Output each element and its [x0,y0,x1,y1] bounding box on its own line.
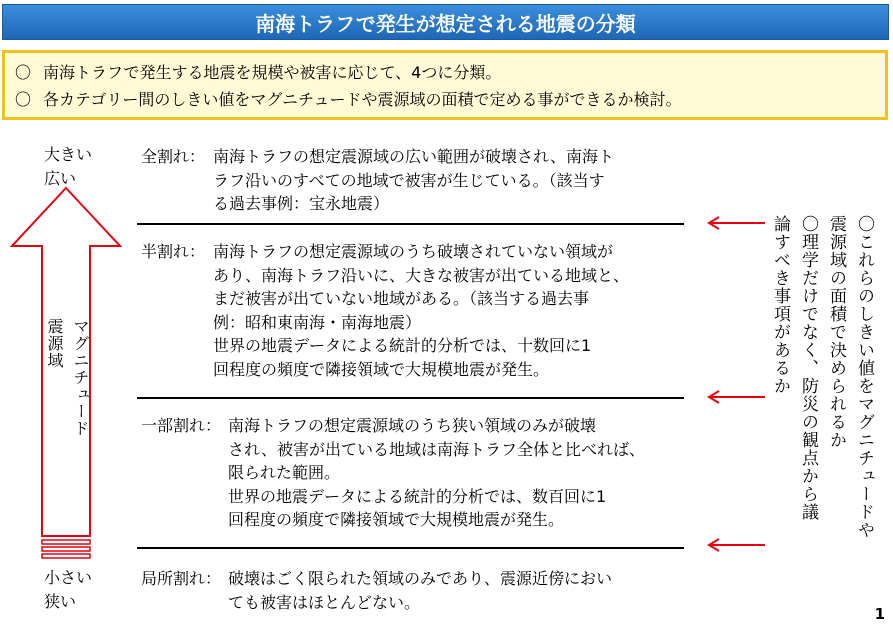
scale-top-line-2: 広い [44,169,77,188]
category-line: まだ被害が出ていない地域がある。（該当する過去事 [213,289,590,308]
bullet-circle-icon: 〇 [15,63,32,82]
scale-up-arrow-icon [10,186,122,561]
discussion-note [758,215,878,610]
category-line: 世界の地震データによる統計的分析では、十数回に1 [213,336,592,355]
category-line: 回程度の頻度で隣接領域で大規模地震が発生。 [213,359,550,379]
category-line: 南海トラフの想定震源域のうち破壊されていない領域が [213,242,614,261]
category-line: 世界の地震データによる統計的分析では、数百回に1 [228,486,607,506]
category-label: 一部割れ： [141,416,222,435]
bullet-circle-icon: 〇 [15,90,32,109]
note-line-3: 〇理学だけでなく、防災の観点から議 [798,215,818,521]
category-divider [137,547,684,549]
category-line: 南海トラフの想定震源域の広い範囲が破壊され、南海ト [213,147,614,166]
summary-text-2: 各カテゴリー間のしきい値をマグニチュードや震源域の面積で定める事ができるか検討。 [43,90,682,109]
category-divider [137,397,684,399]
category-line: あり、南海トラフ沿いに、大きな被害が出ている地域と、 [213,265,630,285]
note-line-4: 論すべき事項があるか [770,215,790,395]
scale-bottom-line-1: 小さい [44,568,93,587]
category-line: され、被害が出ている地域は南海トラフ全体と比べれば、 [228,439,645,459]
category-label: 全割れ： [141,147,206,166]
summary-line-1 [15,59,875,86]
summary-line-2 [15,86,875,113]
page-number: 1 [874,605,885,623]
category-divider [137,223,684,225]
category-line: 限られた範囲。 [228,463,341,482]
category-line: る過去事例：宝永地震） [213,194,390,213]
axis-label-source-area: 震源域 [45,318,64,369]
scale-top-line-1: 大きい [44,145,93,164]
summary-text-1: 南海トラフで発生する地震を規模や被害に応じて、4つに分類。 [43,63,502,82]
slide-title: 南海トラフで発生が想定される地震の分類 [2,4,889,40]
axis-label-magnitude: マグニチュード [71,318,90,437]
category-label: 半割れ： [141,242,206,261]
category-label: 局所割れ： [141,569,222,588]
scale-top-label [44,143,92,191]
category-line: ても被害はほとんどない。 [228,592,421,612]
scale-bottom-label [44,566,92,614]
note-line-1: 〇これらのしきい値をマグニチュードや [854,215,874,539]
summary-box [2,50,888,120]
category-line: 南海トラフの想定震源域のうち狭い領域のみが破壊 [228,416,597,435]
scale-bottom-line-2: 狭い [44,592,77,611]
category-line: ラフ沿いのすべての地域で被害が生じている。（該当す [213,170,605,190]
category-line: 回程度の頻度で隣接領域で大規模地震が発生。 [228,510,565,529]
note-line-2: 震源域の面積で決められるか [826,215,846,449]
category-line: 破壊はごく限られた領域のみであり、震源近傍におい [228,569,613,588]
category-line: 例：昭和東南海・南海地震） [213,312,422,332]
